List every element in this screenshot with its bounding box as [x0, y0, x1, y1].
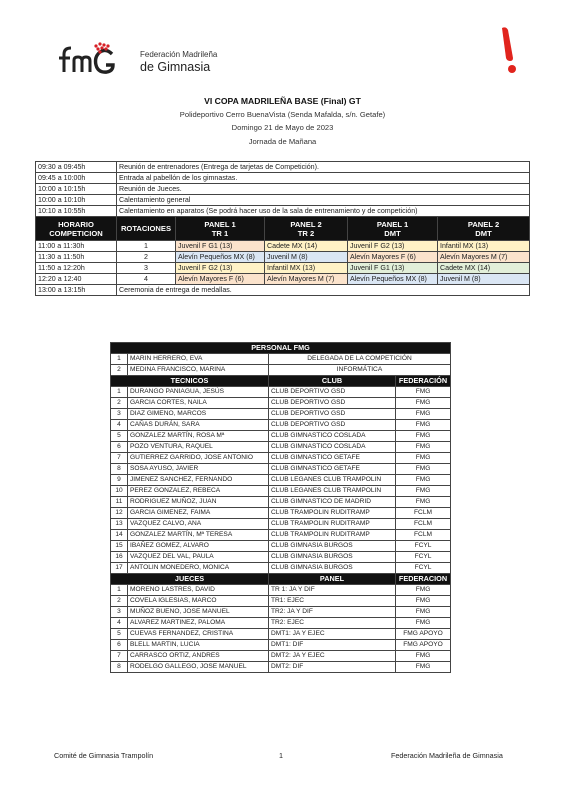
- rotation-group-tr2: Juvenil M (8): [265, 252, 348, 263]
- rotation-row: [36, 252, 530, 263]
- rotation-group-dmt1: Juvenil F G2 (13): [348, 241, 438, 252]
- coach-club: CLUB DEPORTIVO GSD: [269, 387, 396, 398]
- rotation-group-tr1: Juvenil F G1 (13): [176, 241, 265, 252]
- rotation-group-dmt2: Juvenil M (8): [438, 274, 530, 285]
- judge-row: [111, 607, 451, 618]
- coach-name: DURANGO PANIAGUA, JESÚS: [128, 387, 269, 398]
- judge-name: MORENO LASTRES, DAVID: [128, 585, 269, 596]
- rotation-row: [36, 274, 530, 285]
- schedule-table: [35, 161, 530, 296]
- judge-panel: DMT1: DIF: [269, 640, 396, 651]
- coach-federation: FCLM: [396, 530, 451, 541]
- judge-federation: FMG APOYO: [396, 629, 451, 640]
- document-title: VI COPA MADRILEÑA BASE (Final) GT: [204, 96, 361, 106]
- row-index: 1: [111, 354, 128, 365]
- coach-federation: FCLM: [396, 519, 451, 530]
- judges-panel-header: PANEL: [269, 574, 396, 585]
- coach-row: [111, 409, 451, 420]
- judge-federation: FMG: [396, 651, 451, 662]
- coach-club: CLUB GIMNASTICO COSLADA: [269, 442, 396, 453]
- judge-panel: TR2: JA Y DIF: [269, 607, 396, 618]
- closing-row: [36, 285, 530, 296]
- rotation-group-dmt1: Alevín Mayores F (6): [348, 252, 438, 263]
- staff-role: DELEGADA DE LA COMPETICIÓN: [269, 354, 451, 365]
- coach-name: GARCIA GIMENEZ, FAIMA: [128, 508, 269, 519]
- rotation-number: 3: [117, 263, 176, 274]
- rotation-group-dmt2: Infantil MX (13): [438, 241, 530, 252]
- coach-federation: FMG: [396, 475, 451, 486]
- coach-name: VAZQUEZ CALVO, ANA: [128, 519, 269, 530]
- judge-panel: TR1: EJEC: [269, 596, 396, 607]
- row-index: 2: [111, 398, 128, 409]
- judges-title: JUECES: [111, 574, 269, 585]
- judge-panel: DMT2: DIF: [269, 662, 396, 673]
- coach-club: CLUB GIMNASTICO COSLADA: [269, 431, 396, 442]
- rotation-time: 11:50 a 12:20h: [36, 263, 117, 274]
- rotation-row: [36, 241, 530, 252]
- coach-name: VAZQUEZ DEL VAL, PAULA: [128, 552, 269, 563]
- logo-text-line1: Federación Madrileña: [140, 50, 218, 59]
- row-index: 7: [111, 453, 128, 464]
- row-index: 10: [111, 486, 128, 497]
- row-index: 13: [111, 519, 128, 530]
- row-index: 14: [111, 530, 128, 541]
- judges-header-row: [111, 574, 451, 585]
- rotation-number: 1: [117, 241, 176, 252]
- coach-federation: FCLM: [396, 508, 451, 519]
- row-index: 4: [111, 420, 128, 431]
- coach-name: GUTIERREZ GARRIDO, JOSE ANTONIO: [128, 453, 269, 464]
- note-time: 10:00 a 10:15h: [36, 184, 117, 195]
- coach-name: GONZALEZ MARTÍN, ROSA Mª: [128, 431, 269, 442]
- footer-committee: Comité de Gimnasia Trampolín: [54, 751, 154, 760]
- coach-federation: FMG: [396, 464, 451, 475]
- coach-federation: FMG: [396, 442, 451, 453]
- coach-row: [111, 387, 451, 398]
- venue: Polideportivo Cerro BuenaVista (Senda Mafalda, s/n. Getafe): [179, 110, 386, 119]
- judge-name: COVELA IGLESIAS, MARCO: [128, 596, 269, 607]
- coach-club: CLUB LEGANES CLUB TRAMPOLIN: [269, 475, 396, 486]
- coach-row: [111, 431, 451, 442]
- header-horario-line2: COMPETICION: [49, 228, 103, 238]
- coach-federation: FMG: [396, 497, 451, 508]
- coach-name: DIAZ GIMENO, MARCOS: [128, 409, 269, 420]
- row-index: 11: [111, 497, 128, 508]
- coach-club: CLUB LEGANES CLUB TRAMPOLIN: [269, 486, 396, 497]
- coach-name: PEREZ GONZALEZ, REBECA: [128, 486, 269, 497]
- coach-club: CLUB GIMNASIA BURGOS: [269, 563, 396, 574]
- red-exclamation-icon: [496, 24, 522, 78]
- coach-row: [111, 464, 451, 475]
- coach-federation: FMG: [396, 387, 451, 398]
- note-time: 09:45 a 10:00h: [36, 173, 117, 184]
- row-index: 8: [111, 662, 128, 673]
- coach-name: ANTOLIN MONEDERO, MONICA: [128, 563, 269, 574]
- note-text: Entrada al pabellón de los gimnastas.: [117, 173, 530, 184]
- footer-page-number: 1: [279, 751, 283, 760]
- coach-club: CLUB GIMNASTICO DE MADRID: [269, 497, 396, 508]
- judge-name: MUÑOZ BUENO, JOSE MANUEL: [128, 607, 269, 618]
- rotation-group-dmt2: Cadete MX (14): [438, 263, 530, 274]
- rotation-group-dmt1: Juvenil F G1 (13): [348, 263, 438, 274]
- schedule-note-row: [36, 173, 530, 184]
- coach-row: [111, 541, 451, 552]
- coach-federation: FMG: [396, 453, 451, 464]
- coach-club: CLUB DEPORTIVO GSD: [269, 398, 396, 409]
- coach-federation: FCYL: [396, 563, 451, 574]
- row-index: 2: [111, 596, 128, 607]
- judge-federation: FMG: [396, 596, 451, 607]
- coach-row: [111, 552, 451, 563]
- coach-federation: FMG: [396, 420, 451, 431]
- staff-table: [110, 342, 451, 673]
- event-date: Domingo 21 de Mayo de 2023: [231, 123, 334, 132]
- header-panel1-dmt-line1: PANEL 1: [376, 219, 409, 229]
- judge-name: ALVAREZ MARTINEZ, PALOMA: [128, 618, 269, 629]
- rotation-group-tr1: Alevín Mayores F (6): [176, 274, 265, 285]
- coaches-title: TECNICOS: [111, 376, 269, 387]
- judge-name: CARRASCO ORTIZ, ANDRES: [128, 651, 269, 662]
- coach-federation: FCYL: [396, 552, 451, 563]
- coach-row: [111, 530, 451, 541]
- judge-name: RODELGO GALLEGO, JOSE MANUEL: [128, 662, 269, 673]
- judge-row: [111, 640, 451, 651]
- judge-panel: DMT2: JA Y EJEC: [269, 651, 396, 662]
- header-panel2-dmt-line2: DMT: [475, 228, 492, 238]
- row-index: 5: [111, 431, 128, 442]
- coach-club: CLUB TRAMPOLIN RUDITRAMP: [269, 530, 396, 541]
- judges-federation-header: FEDERACION: [396, 574, 451, 585]
- coach-federation: FCYL: [396, 541, 451, 552]
- header-panel2-dmt-line1: PANEL 2: [467, 219, 500, 229]
- judge-federation: FMG: [396, 662, 451, 673]
- row-index: 15: [111, 541, 128, 552]
- judge-federation: FMG APOYO: [396, 640, 451, 651]
- header-panel2-tr2-line2: TR 2: [297, 228, 315, 238]
- rotation-group-tr1: Alevín Pequeños MX (8): [176, 252, 265, 263]
- coach-club: CLUB TRAMPOLIN RUDITRAMP: [269, 519, 396, 530]
- header-panel1-tr1-line2: TR 1: [211, 228, 229, 238]
- coach-name: POZO VENTURA, RAQUEL: [128, 442, 269, 453]
- note-time: 09:30 a 09:45h: [36, 162, 117, 173]
- row-index: 17: [111, 563, 128, 574]
- rotation-group-tr2: Infantil MX (13): [265, 263, 348, 274]
- rotation-time: 11:30 a 11:50h: [36, 252, 117, 263]
- coach-row: [111, 563, 451, 574]
- coaches-club-header: CLUB: [269, 376, 396, 387]
- fmg-staff-row: [111, 354, 451, 365]
- row-index: 16: [111, 552, 128, 563]
- footer-federation: Federación Madrileña de Gimnasia: [391, 751, 503, 760]
- header-panel1-dmt: [348, 217, 438, 241]
- judge-panel: DMT1: JA Y EJEC: [269, 629, 396, 640]
- judge-panel: TR2: EJEC: [269, 618, 396, 629]
- rotation-number: 4: [117, 274, 176, 285]
- judge-panel: TR 1: JA Y DIF: [269, 585, 396, 596]
- coach-club: CLUB GIMNASIA BURGOS: [269, 541, 396, 552]
- judge-row: [111, 585, 451, 596]
- coach-row: [111, 475, 451, 486]
- coach-row: [111, 519, 451, 530]
- staff-name: MEDINA FRANCISCO, MARINA: [128, 365, 269, 376]
- judge-federation: FMG: [396, 585, 451, 596]
- fmg-logo: [50, 40, 220, 84]
- coach-name: GARCIA CORTES, NAILA: [128, 398, 269, 409]
- coach-name: CAÑAS DURÁN, SARA: [128, 420, 269, 431]
- judge-row: [111, 618, 451, 629]
- schedule-note-row: [36, 184, 530, 195]
- note-text: Calentamiento general: [117, 195, 530, 206]
- row-index: 3: [111, 409, 128, 420]
- coach-federation: FMG: [396, 431, 451, 442]
- judge-row: [111, 629, 451, 640]
- header-rotaciones: ROTACIONES: [117, 217, 176, 241]
- row-index: 5: [111, 629, 128, 640]
- schedule-note-row: [36, 206, 530, 217]
- rotation-row: [36, 263, 530, 274]
- judge-federation: FMG: [396, 618, 451, 629]
- coach-club: CLUB DEPORTIVO GSD: [269, 420, 396, 431]
- coach-federation: FMG: [396, 398, 451, 409]
- note-time: 10:00 a 10:10h: [36, 195, 117, 206]
- session-name: Jornada de Mañana: [248, 137, 317, 146]
- header-panel1-tr1: [176, 217, 265, 241]
- staff-name: MARIN HERRERO, EVA: [128, 354, 269, 365]
- coaches-header-row: [111, 376, 451, 387]
- coach-row: [111, 508, 451, 519]
- note-time: 10:10 a 10:55h: [36, 206, 117, 217]
- rotation-group-tr2: Cadete MX (14): [265, 241, 348, 252]
- row-index: 12: [111, 508, 128, 519]
- header-panel1-dmt-line2: DMT: [384, 228, 401, 238]
- coach-club: CLUB GIMNASTICO GETAFE: [269, 464, 396, 475]
- row-index: 4: [111, 618, 128, 629]
- header-panel2-tr2-line1: PANEL 2: [290, 219, 322, 229]
- coach-row: [111, 453, 451, 464]
- row-index: 6: [111, 442, 128, 453]
- judge-federation: FMG: [396, 607, 451, 618]
- header-horario-line1: HORARIO: [58, 219, 94, 229]
- coach-row: [111, 398, 451, 409]
- row-index: 1: [111, 585, 128, 596]
- row-index: 9: [111, 475, 128, 486]
- personal-fmg-header-row: [111, 343, 451, 354]
- coach-name: GONZALEZ MARTÍN, Mª TERESA: [128, 530, 269, 541]
- rotation-time: 11:00 a 11:30h: [36, 241, 117, 252]
- row-index: 6: [111, 640, 128, 651]
- note-text: Reunión de entrenadores (Entrega de tarjetas de Competición).: [117, 162, 530, 173]
- schedule-note-row: [36, 162, 530, 173]
- row-index: 1: [111, 387, 128, 398]
- coach-row: [111, 497, 451, 508]
- coaches-federation-header: FEDERACIÓN: [396, 376, 451, 387]
- row-index: 3: [111, 607, 128, 618]
- coach-row: [111, 420, 451, 431]
- note-text: Calentamiento en aparatos (Se podrá hacer uso de la sala de entrenamiento y de competición): [117, 206, 530, 217]
- coach-club: CLUB GIMNASIA BURGOS: [269, 552, 396, 563]
- coach-name: RODRIGUEZ MUÑOZ, JUAN: [128, 497, 269, 508]
- coach-row: [111, 442, 451, 453]
- header-panel2-tr2: [265, 217, 348, 241]
- staff-role: INFORMÁTICA: [269, 365, 451, 376]
- rotation-group-dmt2: Alevín Mayores M (7): [438, 252, 530, 263]
- rotation-group-tr2: Alevín Mayores M (7): [265, 274, 348, 285]
- row-index: 7: [111, 651, 128, 662]
- rotation-time: 12:20 a 12:40: [36, 274, 117, 285]
- coach-name: SOSA AYUSO, JAVIER: [128, 464, 269, 475]
- coach-name: JIMENEZ SANCHEZ, FERNANDO: [128, 475, 269, 486]
- fmg-staff-row: [111, 365, 451, 376]
- row-index: 8: [111, 464, 128, 475]
- coach-club: CLUB GIMNASTICO GETAFE: [269, 453, 396, 464]
- header-panel2-dmt: [438, 217, 530, 241]
- fmg-logo-mark-icon: [50, 40, 138, 84]
- logo-text-line2: de Gimnasia: [140, 60, 211, 74]
- coach-name: IBAÑEZ GOMEZ, ALVARO: [128, 541, 269, 552]
- header-horario: [36, 217, 117, 241]
- judge-row: [111, 651, 451, 662]
- schedule-note-row: [36, 195, 530, 206]
- judge-row: [111, 596, 451, 607]
- rotation-group-dmt1: Alevín Pequeños MX (8): [348, 274, 438, 285]
- header-panel1-tr1-line1: PANEL 1: [204, 219, 236, 229]
- row-index: 2: [111, 365, 128, 376]
- coach-club: CLUB DEPORTIVO GSD: [269, 409, 396, 420]
- schedule-header-row: [36, 217, 530, 241]
- note-text: Reunión de Jueces.: [117, 184, 530, 195]
- judge-name: CUEVAS FERNANDEZ, CRISTINA: [128, 629, 269, 640]
- coach-row: [111, 486, 451, 497]
- judge-row: [111, 662, 451, 673]
- coach-club: CLUB TRAMPOLIN RUDITRAMP: [269, 508, 396, 519]
- judge-name: BLELL MARTIN, LUCIA: [128, 640, 269, 651]
- coach-federation: FMG: [396, 486, 451, 497]
- coach-federation: FMG: [396, 409, 451, 420]
- rotation-number: 2: [117, 252, 176, 263]
- personal-fmg-title: PERSONAL FMG: [111, 343, 451, 354]
- closing-text: Ceremonia de entrega de medallas.: [117, 285, 530, 296]
- rotation-group-tr1: Juvenil F G2 (13): [176, 263, 265, 274]
- closing-time: 13:00 a 13:15h: [36, 285, 117, 296]
